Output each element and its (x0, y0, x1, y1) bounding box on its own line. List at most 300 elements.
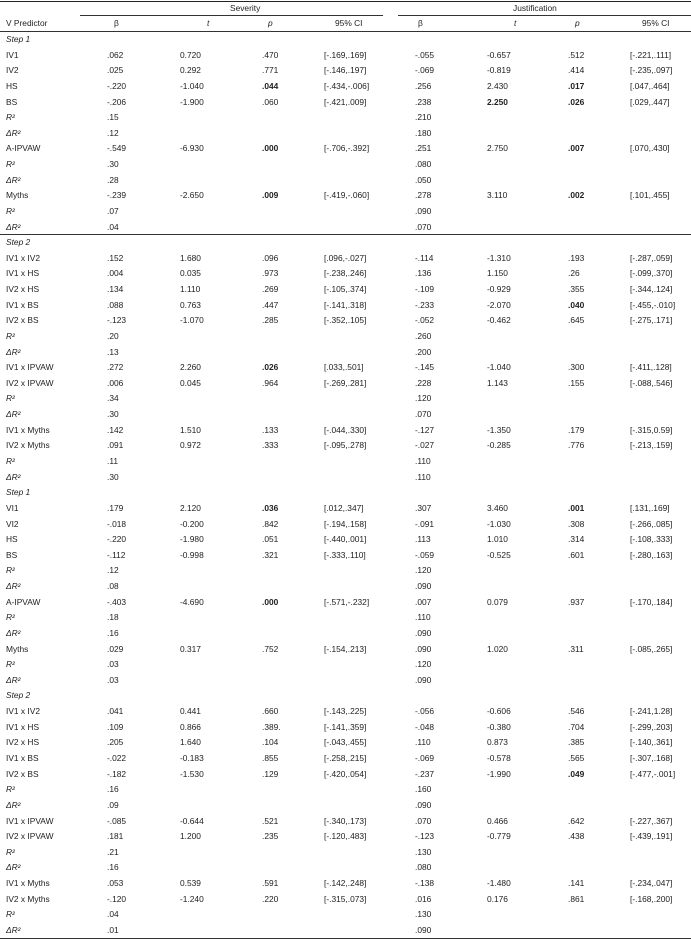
cell-sev-p: .973 (262, 268, 279, 279)
cell-sev-p: .470 (262, 49, 279, 60)
cell-sev-p: .333 (262, 440, 279, 451)
cell-sev-beta: .006 (107, 377, 124, 388)
cell-jus-ci: [-.088,.546] (630, 377, 673, 388)
cell-sev-p: .051 (262, 534, 279, 545)
cell-jus-t: 3.110 (487, 190, 508, 201)
cell-sev-beta: .152 (107, 252, 124, 263)
cell-sev-t: 1.680 (180, 252, 201, 263)
cell-jus-beta: .110 (415, 737, 431, 748)
cell-sev-beta: .07 (107, 205, 119, 216)
cell-sev-beta: .11 (107, 456, 119, 466)
cell-sev-ci: [-.421,.009] (324, 96, 367, 107)
cell-sev-p: .133 (262, 424, 279, 435)
r-squared-row (0, 781, 691, 797)
col-header-sev-beta: β (114, 18, 119, 28)
cell-sev-beta: .08 (107, 581, 119, 592)
cell-jus-beta: .080 (415, 159, 432, 170)
cell-jus-beta: .120 (415, 565, 432, 576)
cell-jus-p: .26 (568, 268, 580, 279)
cell-jus-t: -0.606 (487, 706, 511, 717)
predictor-label: R² (6, 909, 15, 920)
cell-sev-ci: [-.141,.359] (324, 721, 367, 732)
cell-sev-ci: [-.105,.374] (324, 284, 367, 295)
cell-sev-ci: [-.141,.318] (324, 299, 367, 310)
cell-jus-beta: .080 (415, 862, 432, 873)
cell-sev-p: .321 (262, 549, 279, 560)
cell-jus-beta: -.091 (415, 518, 435, 529)
cell-sev-beta: .062 (107, 49, 124, 60)
cell-jus-beta: -.127 (415, 424, 435, 435)
table-row (0, 422, 691, 438)
justification-rule (398, 15, 691, 16)
table-row (0, 516, 691, 532)
cell-sev-t: -0.200 (180, 518, 204, 529)
cell-sev-beta: -.206 (107, 96, 127, 107)
cell-sev-beta: -.220 (107, 80, 127, 91)
predictor-label: BS (6, 549, 18, 560)
cell-sev-t: 0.866 (180, 721, 201, 732)
cell-sev-beta: .142 (107, 424, 124, 435)
cell-jus-beta: -.069 (415, 752, 435, 763)
cell-jus-ci: [-.275,.171] (630, 315, 673, 326)
cell-jus-ci: [-.221,.111] (630, 49, 672, 60)
cell-sev-ci: [.012,.347] (324, 502, 364, 513)
table-row (0, 531, 691, 547)
cell-jus-beta: .120 (415, 393, 432, 404)
r-squared-row (0, 844, 691, 860)
cell-jus-p: .355 (568, 284, 585, 295)
r-squared-row (0, 453, 691, 469)
r-squared-row (0, 625, 691, 641)
predictor-label: ΔR² (6, 471, 21, 482)
cell-jus-p: .155 (568, 377, 585, 388)
cell-sev-t: -2.650 (180, 190, 204, 201)
table-row (0, 312, 691, 328)
cell-sev-ci: [-.434,-.006] (324, 80, 370, 91)
predictor-label: IV2 x IPVAW (6, 377, 54, 388)
cell-jus-p: .546 (568, 706, 585, 717)
cell-jus-p: .141 (568, 878, 585, 889)
cell-sev-t: -1.900 (180, 96, 204, 107)
r-squared-row (0, 469, 691, 485)
cell-sev-t: 2.260 (180, 362, 201, 373)
cell-jus-beta: .251 (415, 143, 432, 154)
predictor-label: HS (6, 80, 18, 91)
r-squared-row (0, 578, 691, 594)
cell-jus-p: .179 (568, 424, 585, 435)
cell-jus-ci: [-.235,.097] (630, 65, 673, 76)
cell-jus-beta: -.056 (415, 706, 435, 717)
table-row (0, 78, 691, 94)
cell-jus-beta: -.109 (415, 284, 435, 295)
cell-sev-beta: .30 (107, 159, 119, 170)
cell-sev-beta: .18 (107, 612, 119, 623)
cell-jus-p: .512 (568, 49, 585, 60)
cell-jus-beta: .016 (415, 893, 432, 904)
cell-sev-ci: [-.120,.483] (324, 831, 367, 842)
cell-sev-t: 1.640 (180, 737, 201, 748)
table-row (0, 813, 691, 829)
cell-sev-ci: [-.706,-.392] (324, 143, 370, 154)
section-rule (0, 234, 691, 235)
section-rule (0, 938, 691, 939)
table-row (0, 140, 691, 156)
cell-jus-beta: -.027 (415, 440, 435, 451)
cell-jus-p: .040 (568, 299, 585, 310)
table-row (0, 875, 691, 891)
cell-jus-ci: [-.477,-.001] (630, 768, 676, 779)
cell-sev-beta: .179 (107, 502, 124, 513)
cell-sev-beta: .041 (107, 706, 124, 717)
cell-jus-p: .438 (568, 831, 585, 842)
cell-sev-ci: [-.154,.213] (324, 643, 367, 654)
r-squared-row (0, 219, 691, 235)
table-row (0, 547, 691, 563)
cell-jus-beta: -.055 (415, 49, 435, 60)
cell-jus-p: .704 (568, 721, 585, 732)
r-squared-row (0, 906, 691, 922)
cell-jus-p: .314 (568, 534, 585, 545)
cell-jus-beta: .136 (415, 268, 432, 279)
cell-jus-t: -2.070 (487, 299, 511, 310)
cell-jus-beta: -.114 (415, 252, 434, 263)
cell-jus-p: .308 (568, 518, 585, 529)
cell-jus-t: 0.466 (487, 815, 508, 826)
cell-jus-t: 3.460 (487, 502, 508, 513)
cell-sev-beta: -.112 (107, 549, 126, 560)
r-squared-row (0, 656, 691, 672)
predictor-label: R² (6, 784, 15, 795)
cell-sev-ci: [.096,-.027] (324, 252, 367, 263)
cell-sev-t: -1.240 (180, 893, 204, 904)
cell-jus-beta: .110 (415, 612, 431, 623)
cell-jus-t: -0.525 (487, 549, 511, 560)
cell-jus-beta: .090 (415, 627, 432, 638)
cell-jus-beta: .228 (415, 377, 432, 388)
cell-jus-ci: [-.266,.085] (630, 518, 673, 529)
cell-jus-t: -0.779 (487, 831, 511, 842)
predictor-label: IV1 x Myths (6, 424, 50, 435)
cell-jus-t: 1.020 (487, 643, 508, 654)
cell-jus-beta: .070 (415, 221, 432, 232)
table-row (0, 703, 691, 719)
r-squared-row (0, 922, 691, 938)
cell-sev-p: .036 (262, 502, 279, 513)
cell-sev-beta: -.022 (107, 752, 127, 763)
cell-jus-beta: -.237 (415, 768, 435, 779)
cell-sev-beta: -.123 (107, 315, 127, 326)
cell-jus-beta: .130 (415, 846, 432, 857)
cell-jus-beta: -.048 (415, 721, 435, 732)
predictor-label: IV2 x Myths (6, 893, 50, 904)
cell-jus-beta: .256 (415, 80, 432, 91)
cell-sev-p: .129 (262, 768, 279, 779)
predictor-label: R² (6, 393, 15, 404)
step-row (0, 234, 691, 250)
cell-sev-beta: .15 (107, 112, 119, 123)
table-row (0, 250, 691, 266)
step-label: Step 2 (6, 690, 31, 701)
cell-jus-t: 1.150 (487, 268, 508, 279)
cell-sev-beta: .13 (107, 346, 119, 357)
cell-jus-ci: [-.085,.265] (630, 643, 673, 654)
cell-sev-t: -1.530 (180, 768, 204, 779)
predictor-label: BS (6, 96, 18, 107)
cell-sev-p: .220 (262, 893, 279, 904)
cell-sev-t: 0.539 (180, 878, 201, 889)
cell-sev-t: 2.120 (180, 502, 201, 513)
r-squared-row (0, 109, 691, 125)
cell-jus-beta: .070 (415, 815, 432, 826)
cell-jus-t: -0.819 (487, 65, 511, 76)
cell-jus-t: 1.143 (487, 377, 508, 388)
cell-jus-beta: .130 (415, 909, 432, 920)
predictor-label: IV1 x IPVAW (6, 362, 54, 373)
cell-sev-ci: [-.143,.225] (324, 706, 367, 717)
cell-jus-t: 0.873 (487, 737, 508, 748)
cell-jus-beta: .260 (415, 330, 432, 341)
cell-sev-beta: .091 (107, 440, 124, 451)
predictor-label: VI1 (6, 502, 19, 513)
cell-sev-t: -0.183 (180, 752, 204, 763)
group-header-severity: Severity (230, 3, 261, 13)
cell-sev-t: 0.720 (180, 49, 201, 60)
predictor-label: VI2 (6, 518, 19, 529)
cell-sev-p: .752 (262, 643, 279, 654)
r-squared-row (0, 125, 691, 141)
r-squared-row (0, 390, 691, 406)
cell-sev-ci: [-.238,.246] (324, 268, 367, 279)
predictor-label: ΔR² (6, 862, 21, 873)
cell-jus-t: -0.578 (487, 752, 511, 763)
cell-jus-ci: [-.299,.203] (630, 721, 673, 732)
predictor-label: ΔR² (6, 627, 21, 638)
cell-jus-p: .001 (568, 502, 585, 513)
predictor-label: R² (6, 205, 15, 216)
cell-jus-ci: [-.108,.333] (630, 534, 673, 545)
cell-sev-ci: [-.269,.281] (324, 377, 367, 388)
predictor-label: R² (6, 846, 15, 857)
cell-sev-p: .104 (262, 737, 279, 748)
predictor-label: ΔR² (6, 127, 21, 138)
cell-sev-p: .026 (262, 362, 279, 373)
cell-sev-ci: [-.352,.105] (324, 315, 367, 326)
cell-sev-p: .044 (262, 80, 279, 91)
predictor-label: ΔR² (6, 346, 21, 357)
cell-jus-ci: [-.344,.124] (630, 284, 673, 295)
cell-jus-beta: .238 (415, 96, 432, 107)
cell-sev-beta: .16 (107, 862, 119, 873)
cell-jus-ci: [-.213,.159] (630, 440, 673, 451)
cell-sev-t: -0.998 (180, 549, 204, 560)
cell-jus-p: .937 (568, 596, 585, 607)
cell-sev-t: 0.045 (180, 377, 201, 388)
cell-sev-beta: .20 (107, 330, 119, 341)
cell-sev-beta: -.549 (107, 143, 127, 154)
cell-sev-ci: [-.420,.054] (324, 768, 367, 779)
predictor-label: R² (6, 565, 15, 576)
cell-jus-t: -0.380 (487, 721, 511, 732)
cell-sev-ci: [-.571,-.232] (324, 596, 370, 607)
cell-jus-ci: [-.099,.370] (630, 268, 673, 279)
cell-sev-beta: .12 (107, 565, 119, 576)
cell-sev-t: 1.200 (180, 831, 201, 842)
cell-jus-p: .002 (568, 190, 585, 201)
cell-sev-beta: .34 (107, 393, 119, 404)
cell-sev-beta: -.182 (107, 768, 127, 779)
table-row (0, 734, 691, 750)
predictor-label: IV2 (6, 65, 19, 76)
cell-sev-beta: .04 (107, 221, 119, 232)
cell-sev-t: -1.070 (180, 315, 204, 326)
cell-jus-ci: [.029,.447] (630, 96, 670, 107)
table-row (0, 359, 691, 375)
cell-sev-ci: [-.194,.158] (324, 518, 367, 529)
cell-jus-t: 2.750 (487, 143, 508, 154)
cell-sev-beta: .04 (107, 909, 119, 920)
cell-sev-ci: [-.315,.073] (324, 893, 367, 904)
cell-jus-beta: .090 (415, 643, 432, 654)
cell-jus-t: -1.350 (487, 424, 511, 435)
r-squared-row (0, 172, 691, 188)
table-row (0, 187, 691, 203)
cell-sev-p: .447 (262, 299, 279, 310)
predictor-label: A-IPVAW (6, 143, 41, 154)
cell-jus-p: .414 (568, 65, 585, 76)
step-row (0, 484, 691, 500)
cell-sev-ci: [-.440,.001] (324, 534, 367, 545)
cell-jus-beta: .210 (415, 112, 432, 123)
predictor-label: IV1 x HS (6, 721, 40, 732)
cell-jus-beta: .090 (415, 799, 432, 810)
cell-jus-ci: [.131,.169] (630, 502, 670, 513)
cell-jus-beta: .090 (415, 205, 432, 216)
predictor-label: IV2 x HS (6, 737, 40, 748)
r-squared-row (0, 609, 691, 625)
cell-sev-t: 0.441 (180, 706, 201, 717)
cell-sev-beta: .134 (107, 284, 124, 295)
predictor-label: ΔR² (6, 924, 21, 935)
cell-sev-beta: -.403 (107, 596, 127, 607)
cell-sev-p: .060 (262, 96, 279, 107)
cell-jus-t: 2.250 (487, 96, 508, 107)
r-squared-row (0, 156, 691, 172)
table-row (0, 437, 691, 453)
cell-jus-t: -1.990 (487, 768, 511, 779)
predictor-label: IV1 x Myths (6, 878, 50, 889)
cell-jus-beta: .110 (415, 471, 431, 482)
predictor-label: R² (6, 330, 15, 341)
cell-sev-beta: .03 (107, 659, 119, 670)
cell-sev-p: .389. (262, 721, 281, 732)
predictor-label: IV1 x IPVAW (6, 815, 54, 826)
predictor-label: IV1 x HS (6, 268, 40, 279)
cell-jus-p: .017 (568, 80, 585, 91)
cell-jus-t: -0.929 (487, 284, 511, 295)
predictor-label: ΔR² (6, 674, 21, 685)
cell-jus-t: 0.176 (487, 893, 508, 904)
predictor-label: IV2 x BS (6, 768, 39, 779)
cell-sev-beta: .21 (107, 846, 119, 857)
cell-sev-ci: [-.258,.215] (324, 752, 367, 763)
predictor-label: ΔR² (6, 799, 21, 810)
table-row (0, 641, 691, 657)
cell-jus-beta: .050 (415, 174, 432, 185)
cell-sev-beta: .029 (107, 643, 124, 654)
cell-jus-beta: .307 (415, 502, 432, 513)
cell-sev-t: 0.972 (180, 440, 201, 451)
cell-sev-beta: .088 (107, 299, 124, 310)
predictor-label: R² (6, 159, 15, 170)
r-squared-row (0, 797, 691, 813)
cell-sev-p: .842 (262, 518, 279, 529)
cell-sev-p: .521 (262, 815, 279, 826)
step-row (0, 687, 691, 703)
cell-jus-p: .601 (568, 549, 585, 560)
cell-jus-p: .300 (568, 362, 585, 373)
predictor-label: IV2 x HS (6, 284, 40, 295)
cell-jus-ci: [.047,.464] (630, 80, 670, 91)
r-squared-row (0, 344, 691, 360)
predictor-label: IV2 x BS (6, 315, 39, 326)
cell-jus-ci: [-.307,.168] (630, 752, 673, 763)
cell-jus-ci: [-.411,.128] (630, 362, 672, 373)
predictor-label: IV1 (6, 49, 19, 60)
cell-jus-p: .193 (568, 252, 585, 263)
table-row (0, 891, 691, 907)
cell-sev-t: 1.110 (180, 284, 201, 295)
table-row (0, 750, 691, 766)
table-row (0, 719, 691, 735)
cell-jus-ci: [-.227,.367] (630, 815, 673, 826)
cell-sev-t: 1.510 (180, 424, 201, 435)
predictor-label: A-IPVAW (6, 596, 41, 607)
cell-sev-p: .009 (262, 190, 279, 201)
cell-sev-beta: .181 (107, 831, 124, 842)
r-squared-row (0, 203, 691, 219)
cell-sev-t: -6.930 (180, 143, 204, 154)
cell-jus-t: -0.657 (487, 49, 511, 60)
cell-sev-beta: .09 (107, 799, 119, 810)
cell-sev-t: -1.040 (180, 80, 204, 91)
cell-sev-beta: .30 (107, 409, 119, 420)
cell-jus-beta: -.138 (415, 878, 435, 889)
cell-jus-p: .311 (568, 643, 584, 654)
cell-jus-t: -0.285 (487, 440, 511, 451)
cell-sev-ci: [-.146,.197] (324, 65, 367, 76)
group-header-justification: Justification (513, 3, 557, 13)
cell-jus-beta: .090 (415, 924, 432, 935)
cell-sev-beta: .03 (107, 674, 119, 685)
cell-sev-beta: .053 (107, 878, 124, 889)
cell-sev-ci: [.033,.501] (324, 362, 364, 373)
predictor-label: R² (6, 612, 15, 623)
table-row (0, 281, 691, 297)
cell-jus-beta: -.059 (415, 549, 435, 560)
cell-sev-beta: .109 (107, 721, 124, 732)
cell-sev-ci: [-.169,.169] (324, 49, 367, 60)
cell-sev-beta: -.220 (107, 534, 127, 545)
col-header-jus-beta: β (418, 18, 423, 28)
table-row (0, 500, 691, 516)
cell-jus-ci: [.101,.455] (630, 190, 670, 201)
cell-sev-beta: .16 (107, 784, 119, 795)
table-row (0, 94, 691, 110)
cell-jus-beta: .007 (415, 596, 432, 607)
table-row (0, 62, 691, 78)
predictor-label: Myths (6, 643, 29, 654)
top-rule (0, 1, 691, 2)
